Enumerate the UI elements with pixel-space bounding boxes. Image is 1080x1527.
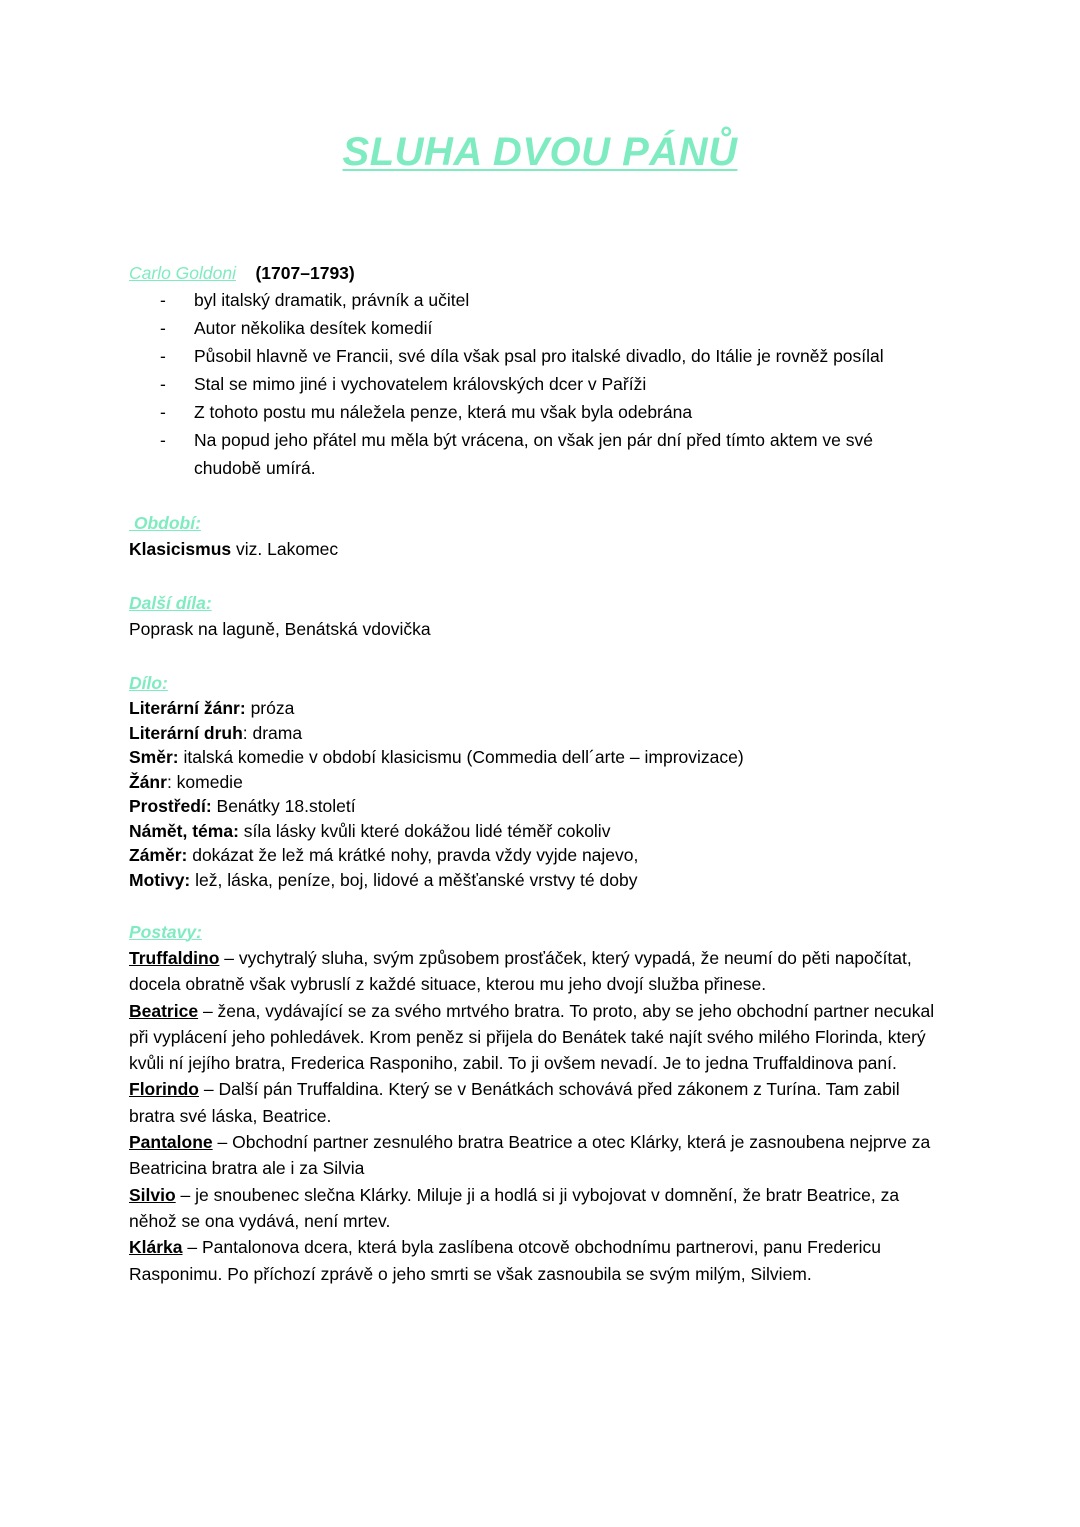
character-name: Pantalone: [129, 1132, 213, 1153]
section-heading-postavy: Postavy:: [129, 922, 202, 942]
author-years: (1707–1793): [255, 263, 355, 283]
bullet-dash-icon: -: [160, 374, 166, 394]
obdobi-term: Klasicismus: [129, 539, 232, 559]
character-entry: Pantalone – Obchodní partner zesnulého bratra Beatrice a otec Klárky, která je zasnoubena nejprve za Beatricina bratra ale i za Silvia: [129, 1132, 931, 1179]
author-name: Carlo Goldoni: [129, 263, 236, 283]
character-name: Silvio: [129, 1184, 176, 1205]
section-heading-dalsi-dila: Další díla:: [129, 593, 212, 613]
dilo-row-zamer: Záměr: dokázat že lež má krátké nohy, pravda vždy vyjde najevo,: [129, 845, 639, 865]
character-list: [129, 945, 949, 1287]
bullet-dash-icon: -: [160, 402, 166, 422]
character-entry: Florindo – Další pán Truffaldina. Který se v Benátkách schovává před zákonem z Turína. Tam zabil bratra své láska, Beatrice.: [129, 1079, 900, 1126]
character-entry: Klárka – Pantalonova dcera, která byla zaslíbena otcově obchodnímu partnerovi, panu Fredericu Rasponimu. Po příchozí zprávě o jeho smrti se však zasnoubila se svým milým, Silviem.: [129, 1237, 881, 1284]
character-name: Klárka: [129, 1237, 183, 1258]
dilo-row-zanr-literarni: Literární žánr: próza: [129, 698, 295, 718]
section-heading-obdobi: Období:: [129, 513, 201, 533]
character-name: Florindo: [129, 1079, 199, 1100]
dalsi-dila-text: Poprask na laguně, Benátská vdovička: [129, 619, 431, 639]
document-body: [129, 260, 949, 1287]
dilo-row-prostredi: Prostředí: Benátky 18.století: [129, 796, 356, 816]
bio-item: - Z tohoto postu mu náležela penze, která mu však byla odebrána: [129, 398, 949, 426]
bio-item: - Působil hlavně ve Francii, své díla však psal pro italské divadlo, do Itálie je rovněž posílal: [129, 342, 949, 370]
character-name: Beatrice: [129, 1000, 199, 1021]
bullet-dash-icon: -: [160, 346, 166, 366]
dilo-row-smer: Směr: italská komedie v období klasicismu (Commedia dell´arte – improvizace): [129, 747, 744, 767]
dilo-rows: [129, 696, 949, 892]
author-line: [129, 260, 949, 286]
author-bio-list: [129, 286, 949, 482]
bullet-dash-icon: -: [160, 290, 166, 310]
character-entry: Silvio – je snoubenec slečna Klárky. Miluje ji a hodlá si ji vybojovat v domnění, že bratr Beatrice, za něhož se ona vydává, není mrtev.: [129, 1184, 900, 1231]
dilo-row-druh: Literární druh: drama: [129, 722, 303, 743]
bullet-dash-icon: -: [160, 430, 166, 450]
bio-item: - Na popud jeho přátel mu měla být vrácena, on však jen pár dní před tímto aktem ve své chudobě umírá.: [129, 426, 944, 482]
document-title: SLUHA DVOU PÁNŮ: [342, 130, 738, 174]
bio-item: - byl italský dramatik, právník a učitel: [129, 286, 949, 314]
bullet-dash-icon: -: [160, 318, 166, 338]
section-heading-dilo: Dílo:: [129, 673, 168, 693]
character-entry: Truffaldino – vychytralý sluha, svým způsobem prosťáček, který vypadá, že neumí do pěti napočítat, docela obratně však vybruslí z každé situace, kterou mu jeho dvojí služba přinese.: [129, 948, 912, 995]
obdobi-text: Klasicismus viz. Lakomec: [129, 539, 339, 559]
dilo-row-namet: Námět, téma: síla lásky kvůli které dokážou lidé téměř cokoliv: [129, 820, 611, 841]
character-name: Truffaldino: [129, 948, 220, 968]
dilo-row-zanr: Žánr: komedie: [129, 771, 243, 792]
bio-item: - Autor několika desítek komedií: [129, 314, 949, 342]
bio-item: - Stal se mimo jiné i vychovatelem královských dcer v Paříži: [129, 370, 949, 398]
character-entry: Beatrice – žena, vydávající se za svého mrtvého bratra. To proto, aby se jeho obchodní partner necukal při vyplácení jeho pohledávek. Krom peněz si přijela do Benátek také najít svého milého Florinda, který kvůli ní jejího bratra, Frederica Rasponiho, zabil. To ji ovšem nevadí. Je to jedna Truffaldinova paní.: [129, 1000, 935, 1074]
dilo-row-motivy: Motivy: lež, láska, peníze, boj, lidové a měšťanské vrstvy té doby: [129, 869, 638, 890]
